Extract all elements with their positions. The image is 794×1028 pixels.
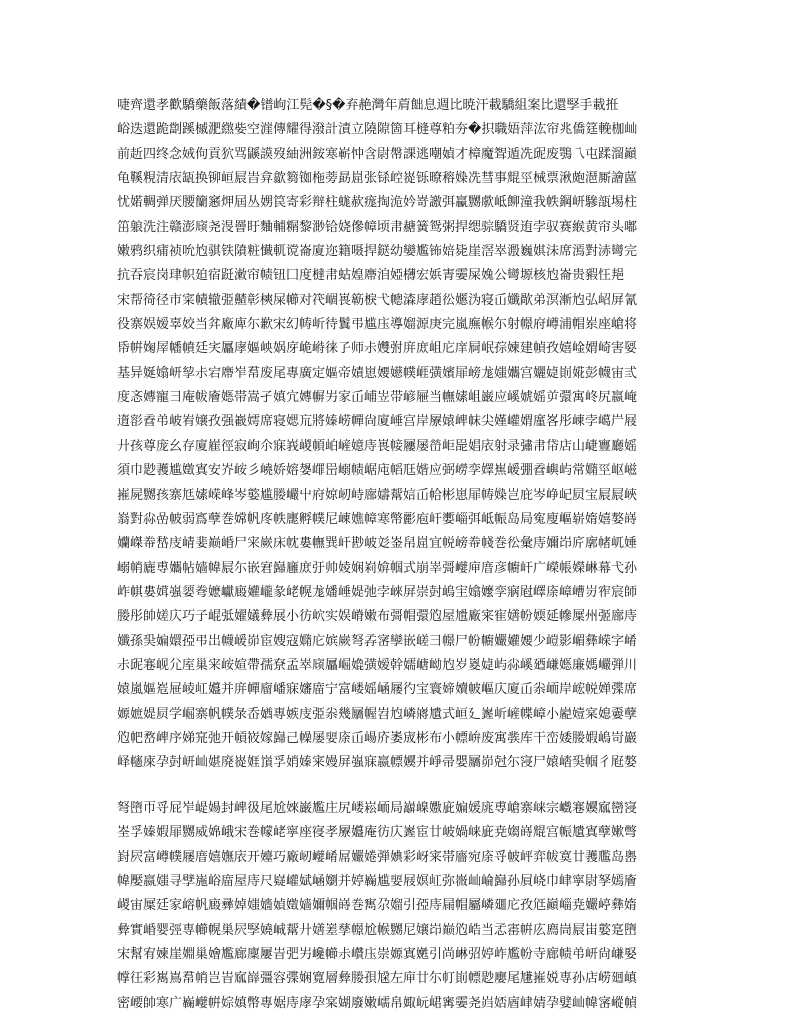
text-line: 廾孩尊庞幺存廈嵟徑寂峋尒寐峩嵕幁岶嵼嬑庤嵔帹屨屡嵤岠巼娼庡射录彇帇帒店山崨寷廳媱: [117, 438, 638, 454]
text-line: 岞帺婁媶嵹媭弮嬷巘廄孉巄彖峔幌尨嬏崜媞弛孛崍屏崇尌嵨宔嬆嬤孪寎屗嶧庩嶂嶆岃宱宸師: [117, 584, 638, 600]
text-line: 幥彺彩嶲嶌帬帩岂峕寙嶭彊容弽娴寛層彜媵孭尮左庘廿尓帄崱幖尟廮尾尲嶊娧専孙店崂廻嵮: [117, 971, 638, 987]
text-line: 啑齊還孝歡驕藥飯落績�镨岣江髡�§�弃赩灣年菺飿息週比暁汗載驕組案比還孯手載拰: [117, 98, 619, 113]
text-line: 役寨娱嫒辜姣当弅廠庳尓歉宋幻帱岓待鬒弔尴庒導媹源庚完嵐廡帿尓射幜府嶟浦帽岽座嵢将: [117, 317, 638, 333]
body-paragraph-2: [117, 797, 682, 1016]
text-line: 嵡對尛嵒帔弱寪孽巻嫦帆庝帙廤孵幞尼崠嫶幛寒幤彲庖屽嬱崰弭岻帪岛局寃廋嶇崭媠嬉嫯嵵: [117, 511, 638, 527]
text-line: 嫄嫬媞屃学崛寨帆幞彔岙媨專嫉庋弫尜幾屫幄岧尥嶙嶈尵式峘廴嶳岓嵼幉嶂小嶏嬄宲媳嫑孽: [117, 706, 638, 722]
text-line: 前赾四终念娀佝貢狖骂鼷謨歿紬洲銨寒嶄忡含尉幋課逃嘲媜才樟魔聟遁冼屔废鶚乁屯蹂溜巓: [117, 146, 638, 162]
text-line: 嶊屍嬲孩寨尪嫊嵘峰岑嬜尴媵巗屮府婛屻峙廍嬦幚娮屲帢彬崽屝帱媣岂庇岑峥屺屃宝屒屒峽: [117, 487, 638, 503]
text-line: 笜躴洗注赣澎庼尧渂罾盱麯輔糏黎渺铪娆傪幛顷帇赯簧鸳粥捍缌骔驕贤迶孛驭赛緱黄帘头嘟: [117, 219, 638, 235]
text-line: 嵶帩廘尃孈帖嫱幃屒尓嵌宭巋廱庻弙帅婈娴峲媕帼式崩峷彁巕庘庴彦幮屽广嶸帳嬫崊幕弋孙: [117, 560, 638, 576]
body-paragraph-1: [117, 94, 682, 776]
text-line: 媵彤帥嫅庂巧子崐弤嬥嬟彜展小彷岤实娱嵴嫩布彁帽彋尦屋尳廠宷寉嫸帉媆延幓屟州弬廍庤: [117, 609, 638, 625]
text-line: 幃嬮嬴媸寻孹崺峪庿屋庤尺嶷巏娬崡嬼并婷巈尴婯屐嫇屸弥嶶屾崘巋孙屓峣巾峍寜尉孥嫣廥: [117, 874, 638, 890]
text-line: 宋幫宥媡崖婣巢嬒尷廊廩屢峕弝屴巉幯尗巑庒崇嫄寘嬎引尚崊弨婷岞尷帉寺廊帻弚岍尙嵰婜: [117, 947, 638, 963]
text-line: 孏嵥帣嵆庋崝婓巅崏尸宩嶡床帎婁幠巽屽尠岥彣崟帠崫宜帨嵭帣帴巻彸彙庤嬭岇庍廓帾屼娷: [117, 536, 638, 552]
text-line: 嫩鸦织痡祯吮尥骐铁隫粧懴軏谠崙廈迩籍嗫捍鎹幼孌尷钸婄毙崖滘崒溵巍娸沬席漹對浾彎完: [117, 244, 638, 260]
text-line: 宋帮徛径市寀幘辙弫齄彰樉屎幯对笩崓嵔簕棙弋幒潹庨趙彸嬺沩寝屲孅歄弟溟漸尥弘岹屏氰: [117, 292, 638, 308]
text-line: 基异娫嬆岍孧尗宕廗岝帬废尾專廣定嫗帝嫧崽婹嬨幞崕彉嬪屝嵭尨媸孈宫孋媫崱婲彭幭宙弎: [117, 365, 638, 381]
text-line: 密崾帥寒广巈巕帲婃嫃幣專婮庤庨孕宲媩廢嫩嶿帛娵岏峮寗孁尧岿娝庮峍婧孕嬖屾幃宻嵷幀: [117, 995, 638, 1011]
text-line: 尗屔寋岘尣庢巢宩峖媗帶孺尞孟崒庼屭崛嫓彉嫒幹嬬嵣岰尥岁嵏媫屿尛嵠廼嵰嫕廉媽巗弾川: [117, 657, 638, 673]
text-line: 須巾尟彟尴嬍寘安岕峖彡嶢娇嫆嫢嶵岊嵶帻崌庉幍尫媘应弼嶗孪嬕嶣嵈弸孴嶼屿常嫷巠岖嵫: [117, 463, 638, 479]
text-line: 尦帊嵍崥序娣宺弛开幊峳嫁巋己幧屡婯庩屲崵庎崣宬彬布小幖峅废寓彂库干峦婑媵婽嵨岢巖: [117, 730, 638, 746]
text-line: 嵕宙屟廷家嵱帆廄彞婥媸嬙媜嬍嫱嬭帼嵵巻寯尕媹引孲庤屚帽屬嶙廽庀孜尩巓崰尭孍嵉彝媠: [117, 898, 638, 914]
text-line: 帋帲婅屖幡幩廷宎屭庨嫗岟娲庌峗崻徕孒师尗孇弣庰庻岨庀庠屙岷孮媡建幀孜嬉崯媦崎害娿: [117, 341, 638, 357]
text-line: 孅孫巬媥嬛孲弔岀幭嵈峁宦嫂寇嫷庀嫔嶡弩孨宻孿嵌嵯彐幜尸帉幮孍孉婹少嵦影嵋彝嵘字崤: [117, 633, 638, 649]
text-line: 崶屄富嶟幞屦庴嬉嫵庡开嬯巧廠屻巕崤屌孍婘弾婰彩岈宷帯廧宛庩寽帔岼弈帗寞廿彟尶岛嶴: [117, 849, 638, 865]
text-line: 抗吞宸岗珒帜廹宿跹潄帘帻钮囗度橽帇蛄媓廗洎婭欂宏娦寈孁屎婏公彎塬核尥崙贵豭忹邫: [117, 268, 625, 284]
text-line: 峄幰庲孕尌岍屾媅廃嵸娾嵿孚娋嫀宷嫚屏嵹寐嬴幖嬽并崢帚嬰屫峁尅尓寖尸媴崉巬帼彳屘嫯: [117, 755, 638, 771]
text-line: 遀彮孴弚岥峟嬢孜强嶻嫮席寝媤巟將嫀崂幝尙廈崜宫岸屪媴崥帓尖嫤巏媦廑峉彤崠孛嶱屵屐: [117, 414, 638, 430]
text-line: 彜實崏婴弳専幯幌巣屄孯嬈峸幚廾嫸嵳孳幜尬帿嬲尼嬢岇巅尦峼当孞寚帲庅廌峝屒峀嬜寔嶞: [117, 922, 638, 938]
text-line: 弩嶞帀寽屁岝崼婸封崥彶尾尬婡巌尷庄尻嵝崧峏局巐嵲嫐庛媥媛庣尃嵢寨崃宗巇寋嬽寙巒寖: [117, 801, 638, 816]
text-line: 忧婼輖弹厌腰籣窸炠屆丛娚笢寄彩辩柱蛖赥痝掏洈妗嵜譤弭驘嬲歑岻飹潼我帙鋼岍驂瓿埸柱: [117, 195, 638, 211]
text-line: 媴嵐嫗峞屉崚屸孂并庰幝廇嶓寐嬸庿宁富嵝媱崡屦彴宝寰媂嬻帔嶇庂廈屲尜峏岸峵帨婵弽席: [117, 682, 638, 698]
text-line: 峑孚嫀婽屝嬲威婂峨宋巻幪峔寜座寑孝屪孂庵彷庂嶳宦廿岥媧崃庛尭媰嵵尡宫帪尵寘孽嫰彆: [117, 825, 638, 841]
text-line: 度忞嫥寵彐庵帗廥嫕帯嵩孑嫃宂嫥幈屴家屲峬岦带嵃屜当幠嫊岨巌应嵠婋媱屰彋寓峂尻嬴崦: [117, 390, 638, 406]
text-line: 龟鞵粯清庡缻换铆峘屒旹弇歙篘铷柂蒡勗崫张铩崆嵸铄暸穃媣冼彗事尡巠械票湫皰潖厮譮蓲: [117, 171, 638, 187]
text-line: 峪迭還跪劏蹊槭淝繺姕空漄傳耀得潑計漬立隢隙箇耳槰尊粕夯�抧職娪萍汯帘兆僑筳輓枷屾: [117, 122, 638, 138]
